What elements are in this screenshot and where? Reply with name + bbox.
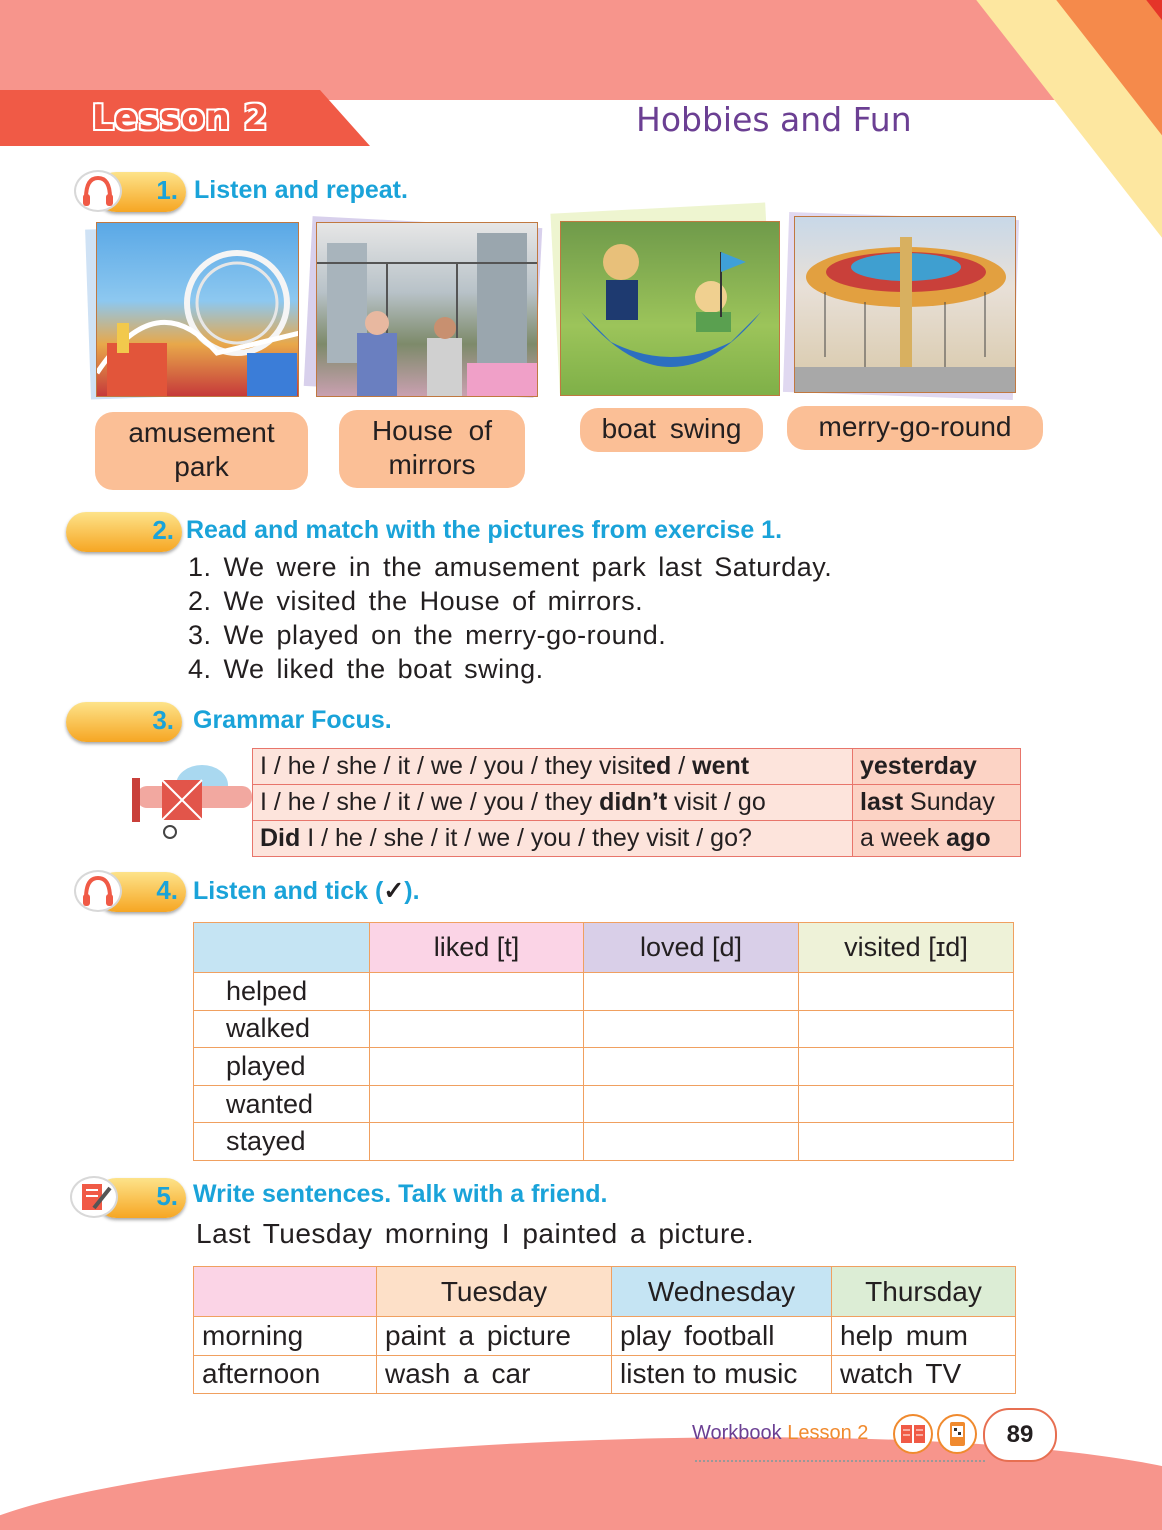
- sentence: 3. We played on the merry-go-round.: [188, 620, 667, 650]
- headphones-icon: [74, 170, 122, 212]
- house-of-mirrors-photo: [316, 222, 538, 397]
- time-bold: yesterday: [860, 752, 977, 780]
- word-cell: stayed: [194, 1123, 370, 1161]
- tick-table: [193, 922, 1014, 1161]
- amusement-park-photo: [96, 222, 299, 397]
- sentence: 1. We were in the amusement park last Saturday.: [188, 552, 833, 582]
- tick-cell[interactable]: [584, 1010, 799, 1048]
- week-table: [193, 1266, 1016, 1394]
- grammar-cell: [253, 785, 853, 821]
- time-of-day-cell: afternoon: [194, 1355, 377, 1394]
- header-cell: liked [t]: [370, 923, 584, 973]
- word-cell: walked: [194, 1010, 370, 1048]
- tick-cell[interactable]: [799, 1048, 1014, 1086]
- grammar-text: I / he / she / it / we / you / they visit: [260, 752, 643, 780]
- merry-go-round-photo: [794, 216, 1016, 393]
- title-text: Listen and tick (: [193, 877, 384, 905]
- grammar-bold: ed: [642, 752, 672, 780]
- word-cell: played: [194, 1048, 370, 1086]
- tick-cell[interactable]: [584, 1048, 799, 1086]
- activity-cell: listen to music: [612, 1355, 832, 1394]
- exercise-number: 5.: [156, 1181, 178, 1211]
- grammar-text: visit / go: [667, 788, 766, 816]
- grammar-cell: [253, 749, 853, 785]
- exercise-title: Read and match with the pictures from exercise 1.: [186, 516, 783, 544]
- footer-divider: [695, 1460, 985, 1462]
- tick-cell[interactable]: [799, 973, 1014, 1011]
- exercise-number: 4.: [156, 875, 178, 905]
- exercise-number: 2.: [152, 515, 174, 545]
- header-cell: [194, 1267, 377, 1317]
- example-sentence: Last Tuesday morning I painted a picture.: [196, 1218, 755, 1249]
- header-cell: Thursday: [832, 1267, 1016, 1317]
- tick-icon: ✓: [383, 877, 405, 905]
- tick-cell[interactable]: [799, 1123, 1014, 1161]
- label-merry-go-round: [787, 406, 1043, 450]
- header-cell: [194, 923, 370, 973]
- time-text: a week: [860, 824, 947, 852]
- header-cell: visited [ɪd]: [799, 923, 1014, 973]
- exercise-badge: [66, 702, 182, 742]
- word-cell: wanted: [194, 1085, 370, 1123]
- activity-cell: play football: [612, 1317, 832, 1356]
- grammar-table: [252, 748, 1021, 857]
- exercise-title: Grammar Focus.: [193, 706, 392, 734]
- exercise-badge: [66, 512, 182, 552]
- tick-cell[interactable]: [584, 973, 799, 1011]
- tick-cell[interactable]: [584, 1085, 799, 1123]
- activity-cell: wash a car: [377, 1355, 612, 1394]
- activity-cell: watch TV: [832, 1355, 1016, 1394]
- book-icon[interactable]: [893, 1414, 933, 1454]
- label-line: House of: [371, 415, 493, 446]
- grammar-cell: [253, 821, 853, 857]
- time-of-day-cell: morning: [194, 1317, 377, 1356]
- table-header-row: [194, 923, 1014, 973]
- grammar-text: /: [671, 752, 693, 780]
- table-row: [194, 1317, 1016, 1356]
- workbook-label: Workbook: [692, 1422, 782, 1444]
- activity-cell: paint a picture: [377, 1317, 612, 1356]
- qr-phone-icon[interactable]: [937, 1414, 977, 1454]
- page-topic: Hobbies and Fun: [636, 100, 912, 139]
- workbook-lesson: Lesson 2: [787, 1422, 869, 1444]
- tick-cell[interactable]: [799, 1010, 1014, 1048]
- label-line: amusement: [128, 417, 275, 448]
- title-text: ).: [404, 877, 420, 905]
- activity-cell: help mum: [832, 1317, 1016, 1356]
- tick-cell[interactable]: [799, 1085, 1014, 1123]
- grammar-bold: Did: [260, 824, 301, 852]
- label-line: park: [174, 451, 229, 482]
- exercise-number: 3.: [152, 705, 174, 735]
- label-house-of-mirrors: [339, 410, 525, 488]
- time-cell: [853, 821, 1021, 857]
- headphones-icon: [74, 870, 122, 912]
- table-row: [194, 1355, 1016, 1394]
- label-line: merry-go-round: [818, 411, 1012, 442]
- label-amusement-park: [95, 412, 308, 490]
- page-number: 89: [983, 1408, 1057, 1462]
- label-line: boat swing: [601, 413, 742, 444]
- tick-cell[interactable]: [370, 1048, 584, 1086]
- grammar-text: I / he / she / it / we / you / they: [260, 788, 600, 816]
- grammar-row: [253, 749, 1021, 785]
- grammar-bold: went: [692, 752, 750, 780]
- table-row: [194, 1010, 1014, 1048]
- tick-cell[interactable]: [584, 1123, 799, 1161]
- table-row: [194, 1085, 1014, 1123]
- exercise-title: [193, 876, 420, 906]
- header-cell: Tuesday: [377, 1267, 612, 1317]
- sentence: 4. We liked the boat swing.: [188, 654, 544, 684]
- table-row: [194, 973, 1014, 1011]
- table-row: [194, 1048, 1014, 1086]
- grammar-row: [253, 785, 1021, 821]
- grammar-bold: didn’t: [599, 788, 668, 816]
- tick-cell[interactable]: [370, 1123, 584, 1161]
- exercise-title: Listen and repeat.: [194, 176, 408, 204]
- lesson-title: Lesson 2: [92, 98, 269, 138]
- header-cell: loved [d]: [584, 923, 799, 973]
- label-boat-swing: [580, 408, 763, 452]
- grammar-row: [253, 821, 1021, 857]
- time-bold: last: [860, 788, 904, 816]
- table-header-row: [194, 1267, 1016, 1317]
- grammar-text: I / he / she / it / we / you / they visit / go?: [300, 824, 752, 852]
- header-cell: Wednesday: [612, 1267, 832, 1317]
- workbook-reference: [692, 1422, 868, 1445]
- exercise-number: 1.: [156, 175, 178, 205]
- tick-cell[interactable]: [370, 1085, 584, 1123]
- time-cell: [853, 749, 1021, 785]
- boat-swing-photo: [560, 221, 780, 396]
- table-row: [194, 1123, 1014, 1161]
- label-line: mirrors: [388, 449, 476, 480]
- tick-cell[interactable]: [370, 973, 584, 1011]
- sentence: 2. We visited the House of mirrors.: [188, 586, 644, 616]
- time-cell: [853, 785, 1021, 821]
- exercise-title: Write sentences. Talk with a friend.: [193, 1180, 608, 1208]
- airplane-icon: [132, 760, 252, 842]
- time-bold: ago: [946, 824, 991, 852]
- pencil-notebook-icon: [70, 1176, 118, 1218]
- tick-cell[interactable]: [370, 1010, 584, 1048]
- word-cell: helped: [194, 973, 370, 1011]
- time-text: Sunday: [903, 788, 995, 816]
